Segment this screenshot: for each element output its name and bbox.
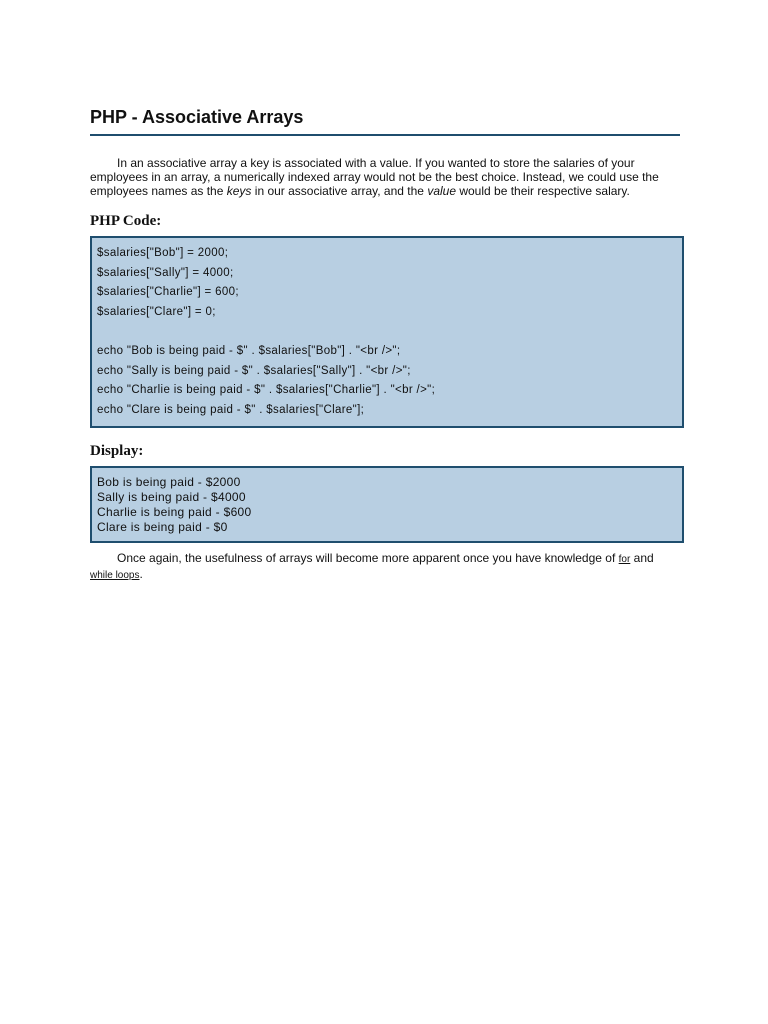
code-line: echo "Bob is being paid - $" . $salaries["Bob"] . "<br />"; — [97, 344, 401, 357]
code-line: $salaries["Bob"] = 2000; — [97, 247, 229, 259]
display-line: Bob is being paid - $2000 — [97, 475, 241, 490]
code-line: echo "Clare is being paid - $" . $salaries["Clare"]; — [97, 403, 365, 416]
intro-emphasis-value: value — [427, 184, 456, 198]
closing-text-3: . — [139, 567, 143, 582]
intro-paragraph — [90, 156, 670, 198]
page-title: PHP - Associative Arrays — [90, 107, 304, 127]
for-link[interactable]: for — [618, 554, 631, 566]
closing-text-2: and — [630, 551, 654, 566]
code-line: $salaries["Sally"] = 4000; — [97, 266, 234, 279]
display-box — [90, 466, 684, 543]
intro-emphasis-keys: keys — [226, 184, 252, 198]
display-line: Clare is being paid - $0 — [97, 520, 228, 535]
display-line: Charlie is being paid - $600 — [97, 505, 252, 520]
closing-text-1: Once again, the usefulness of arrays will become more apparent once you have knowledge of — [117, 551, 619, 566]
code-line: $salaries["Clare"] = 0; — [97, 305, 216, 318]
code-line: echo "Charlie is being paid - $" . $salaries["Charlie"] . "<br />"; — [97, 384, 436, 397]
code-line: $salaries["Charlie"] = 600; — [97, 286, 239, 299]
code-box — [90, 236, 684, 428]
code-heading: PHP Code: — [90, 213, 162, 229]
code-line: echo "Sally is being paid - $" . $salaries["Sally"] . "<br />"; — [97, 364, 411, 377]
intro-text-3: would be their respective salary. — [456, 184, 630, 198]
closing-paragraph — [90, 551, 670, 583]
title-divider — [90, 134, 680, 136]
document-page — [90, 106, 684, 583]
intro-text-1: In an associative array a key is associated with a value. If you wanted to store the salaries of your employees in an array, a numerically indexed array would not be the best choice. Instead, we could use the employees names as the — [90, 156, 659, 198]
display-heading: Display: — [90, 443, 144, 460]
display-line: Sally is being paid - $4000 — [97, 490, 246, 505]
while-loops-link[interactable]: while loops — [90, 570, 140, 582]
code-line-blank — [97, 322, 677, 342]
intro-text-2: in our associative array, and the — [251, 184, 428, 198]
